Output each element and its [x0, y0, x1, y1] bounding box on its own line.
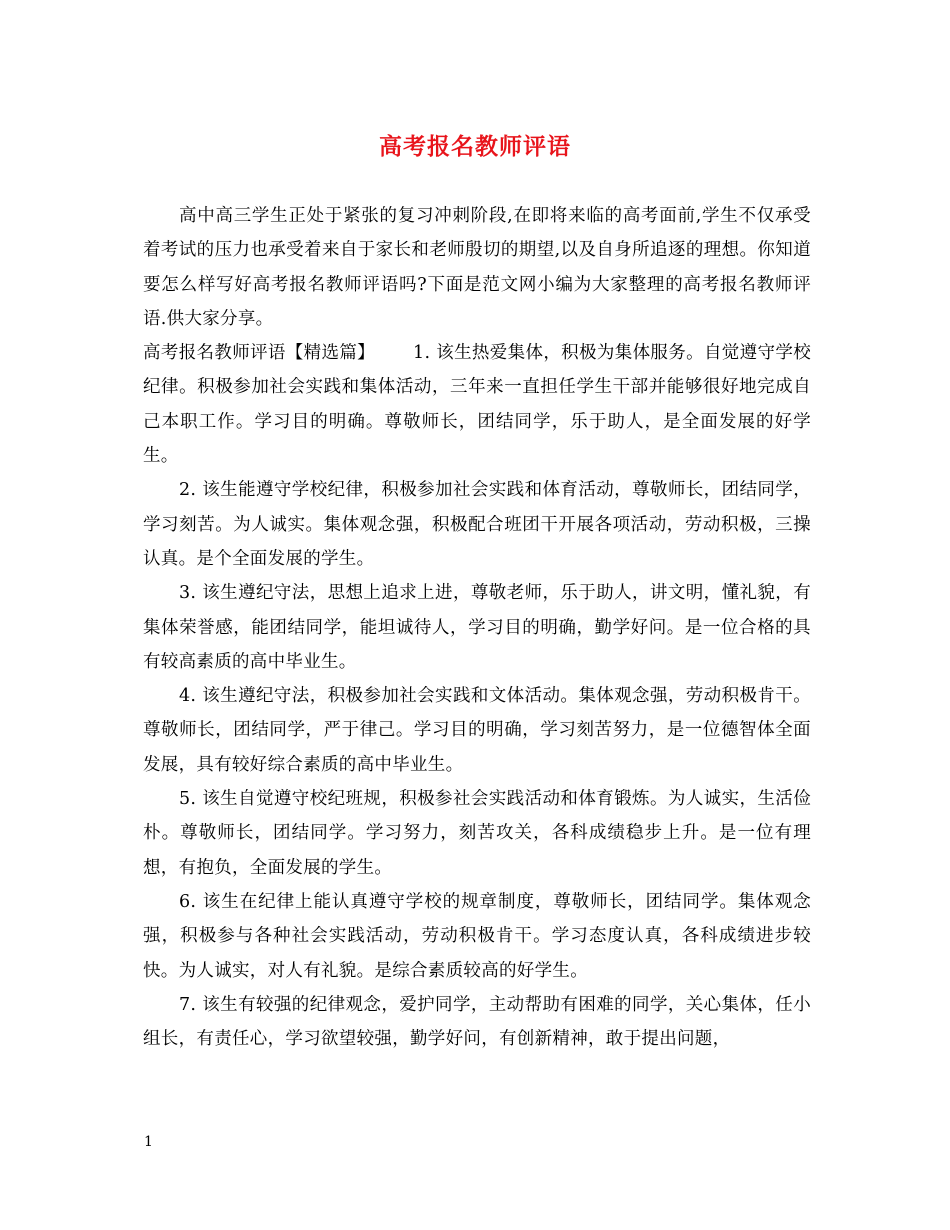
first-item-paragraph — [143, 336, 811, 473]
intro-paragraph: 高中高三学生正处于紧张的复习冲刺阶段,在即将来临的高考面前,学生不仅承受着考试的压力也承受着来自于家长和老师殷切的期望,以及自身所追逐的理想。你知道要怎么样写好高考报名教师评语吗?下面是范文网小编为大家整理的高考报名教师评语.供大家分享。 — [143, 206, 811, 329]
page-number: 1 — [144, 1134, 153, 1150]
section-heading: 高考报名教师评语【精选篇】 — [143, 343, 376, 364]
document-title: 高考报名教师评语 — [379, 133, 571, 160]
item-5: 5. 该生自觉遵守校纪班规，积极参社会实践活动和体育锻炼。为人诚实，生活俭朴。尊敬师长，团结同学。学习努力，刻苦攻关，各科成绩稳步上升。是一位有理想，有抱负，全面发展的学生。 — [143, 789, 811, 878]
item-7: 7. 该生有较强的纪律观念，爱护同学，主动帮助有困难的同学，关心集体，任小组长，有责任心，学习欲望较强，勤学好问，有创新精神，敢于提出问题， — [143, 994, 811, 1050]
document-body — [143, 199, 811, 1056]
item-3: 3. 该生遵纪守法，思想上追求上进，尊敬老师，乐于助人，讲文明，懂礼貌，有集体荣誉感，能团结同学，能坦诚待人，学习目的明确，勤学好问。是一位合格的具有较高素质的高中毕业生。 — [143, 583, 811, 672]
item-6: 6. 该生在纪律上能认真遵守学校的规章制度，尊敬师长，团结同学。集体观念强，积极参与各种社会实践活动，劳动积极肯干。学习态度认真，各科成绩进步较快。为人诚实，对人有礼貌。是综合素质较高的好学生。 — [143, 891, 811, 981]
item-2: 2. 该生能遵守学校纪律，积极参加社会实践和体育活动，尊敬师长，团结同学，学习刻苦。为人诚实。集体观念强，积极配合班团干开展各项活动，劳动积极，三操认真。是个全面发展的学生。 — [143, 480, 811, 569]
item-1: 1. 该生热爱集体，积极为集体服务。自觉遵守学校纪律。积极参加社会实践和集体活动，三年来一直担任学生干部并能够很好地完成自己本职工作。学习目的明确。尊敬师长，团结同学，乐于助人，是全面发展的好学生。 — [143, 343, 811, 467]
item-4: 4. 该生遵纪守法，积极参加社会实践和文体活动。集体观念强，劳动积极肯干。尊敬师长，团结同学，严于律己。学习目的明确，学习刻苦努力，是一位德智体全面发展，具有较好综合素质的高中毕业生。 — [143, 686, 811, 775]
